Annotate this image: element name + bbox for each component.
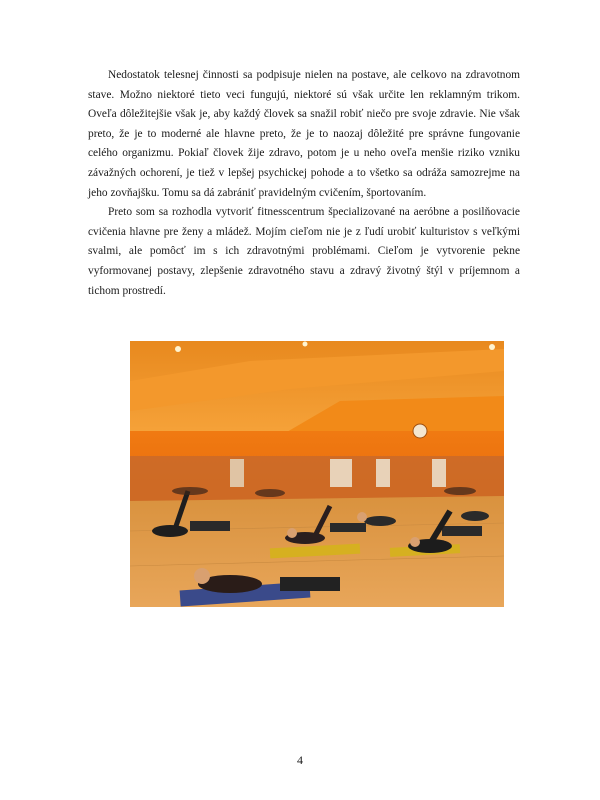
step-platform [280,577,340,591]
wall-clock [413,424,427,438]
body-text [88,66,520,301]
paragraph-2: Preto som sa rozhodla vytvoriť fitnesscentrum špecializované na aeróbne a posilňovacie cvičenia hlavne pre ženy a mládež. Mojím cieľom nie je z ľudí urobiť kulturistov s veľkými svalmi, ale pomôcť im s ich zdravotnými problémami. Cieľom je vytvorenie pekne vyformovanej postavy, zlepšenie zdravotného stavu a zdravý životný štýl v príjemnom a tichom prostredí. [88,206,520,297]
page-number: 4 [297,753,303,767]
step-platform [442,526,482,536]
ceiling-light [303,342,308,347]
step-platform [330,523,366,532]
person-head [357,512,367,522]
mirror-reflection [255,489,285,497]
person [152,525,188,537]
person-head [194,568,210,584]
mirror-reflection [444,487,476,495]
paragraph-1: Nedostatok telesnej činnosti sa podpisuje nielen na postave, ale celkovo na zdravotnom stave. Možno niektoré tieto veci fungujú, niektoré sú však určite len reklamným trikom. Oveľa dôležitejšie však je, aby každý človek sa snažil robiť niečo pre svoje zdravie. Nie však preto, že je to moderné ale hlavne preto, že je to naozaj dôležité pre správne fungovanie celého organizmu. Pokiaľ človek žije zdravo, potom je u neho oveľa menšie riziko vzniku závažných ochorení, je tiež v lepšej psychickej pohode a to všetko sa odráža samozrejme na jeho zovňajšku. Tomu sa dá zabrániť pravidelným cvičením, športovaním. [88,69,520,199]
window-2 [376,459,390,487]
person-head [410,537,420,547]
window-4 [230,459,244,487]
step-platform [190,521,230,531]
window-3 [432,459,446,487]
mirror-reflection [172,487,208,495]
person-head [287,528,297,538]
studio-illustration [130,341,504,607]
person [364,516,396,526]
fitness-studio-photo [130,341,504,607]
ceiling-light [489,344,495,350]
window-1 [330,459,352,487]
person [461,511,489,521]
ceiling-light [175,346,181,352]
